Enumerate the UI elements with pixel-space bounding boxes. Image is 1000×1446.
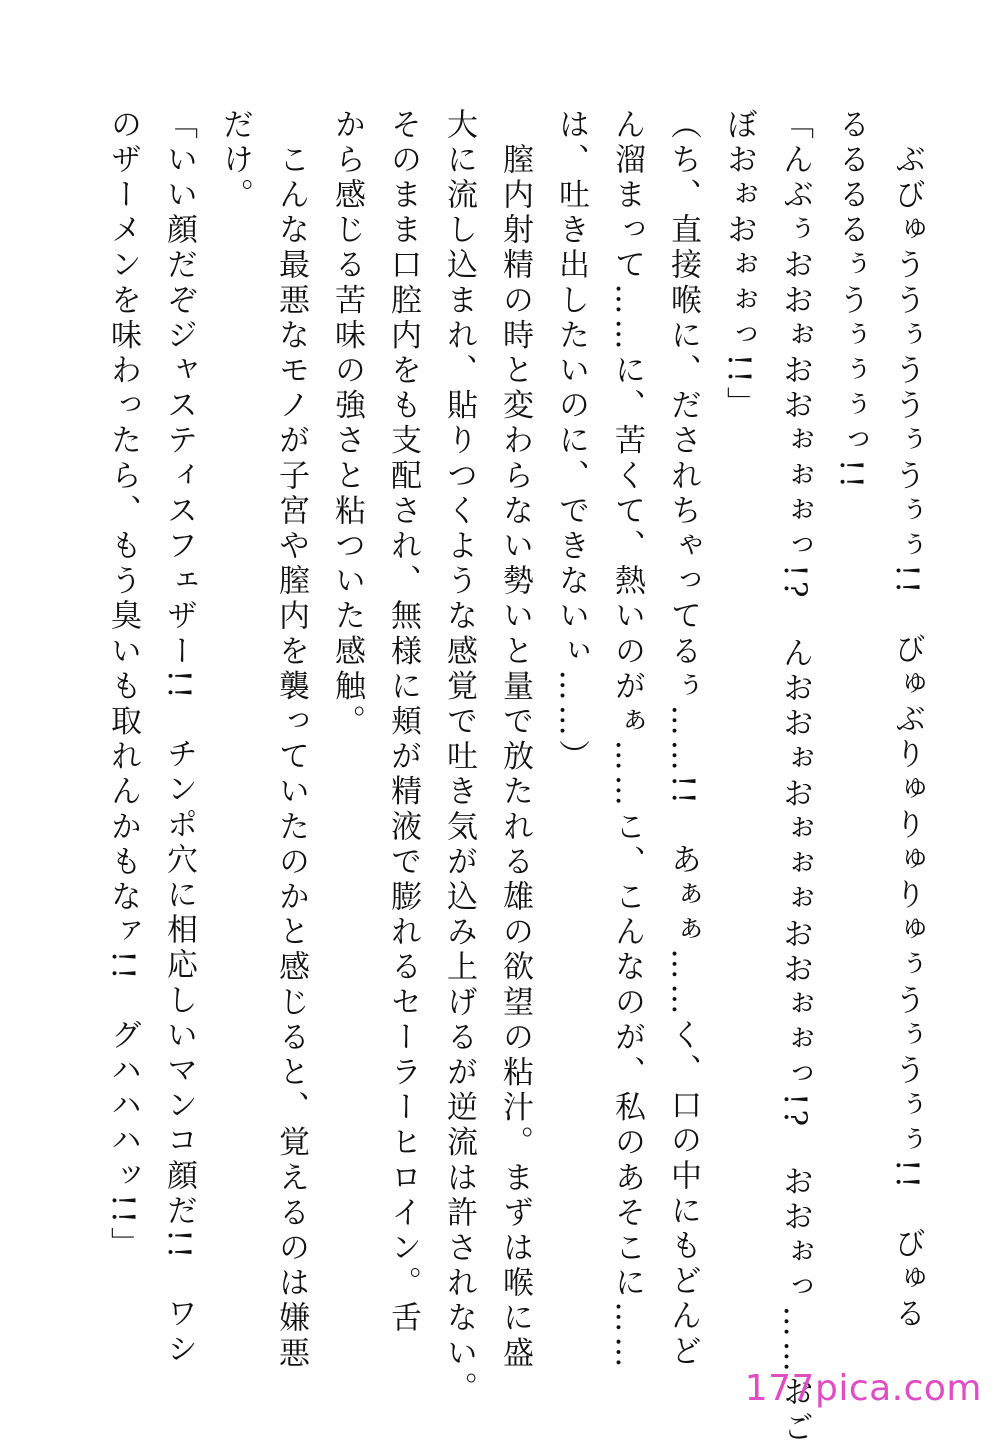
text-column-11: から感じる苦味の強さと粘ついた感触。 [329, 108, 365, 740]
text-column-5: （ち、直接喉に、だされちゃってるぅ……!! あぁぁ……く、口の中にもどんど [665, 108, 701, 1370]
text-column-13: だけ。 [217, 108, 253, 214]
text-column-7: は、吐き出したいのに、できないぃ……） [553, 108, 589, 775]
text-column-14: 「いい顔だぞジャスティスフェザー!! チンポ穴に相応しいマンコ顔だ!! ワシ [161, 108, 197, 1368]
text-column-1: ぶびゅううぅううぅうぅぅ!! びゅぶりゅりゅりゅぅうぅうぅぅ!! びゅる [889, 108, 925, 1333]
text-column-12: こんな最悪なモノが子宮や膣内を襲っていたのかと感じると、覚えるのは嫌悪 [273, 108, 309, 1372]
text-column-3: 「んぶぅおおぉおおぉぉぉっ!? んおおぉおぉぉぉおおぉぉっ!? おおぉっ……おご [777, 108, 813, 1446]
watermark-text: 177pica.com [744, 1368, 982, 1409]
text-column-8: 膣内射精の時と変わらない勢いと量で放たれる雄の欲望の粘汁。まずは喉に盛 [497, 108, 533, 1372]
text-column-10: そのまま口腔内をも支配され、無様に頬が精液で膨れるセーラーヒロイン。舌 [385, 108, 421, 1337]
text-column-15: のザーメンを味わったら、もう臭いも取れんかもなァ!! グハハハッ!!」 [105, 108, 141, 1263]
text-column-4: ぼおぉおぉぉっ!!」 [721, 108, 757, 422]
text-column-6: ん溜まって……に、苦くて、熱いのがぁ……こ、こんなのが、私のあそこに…… [609, 108, 645, 1372]
text-column-9: 大に流し込まれ、貼りつくような感覚で吐き気が込み上げるが逆流は許されない。 [441, 108, 477, 1407]
text-column-2: るるるるぅうぅぅぅっ!! [833, 108, 869, 493]
